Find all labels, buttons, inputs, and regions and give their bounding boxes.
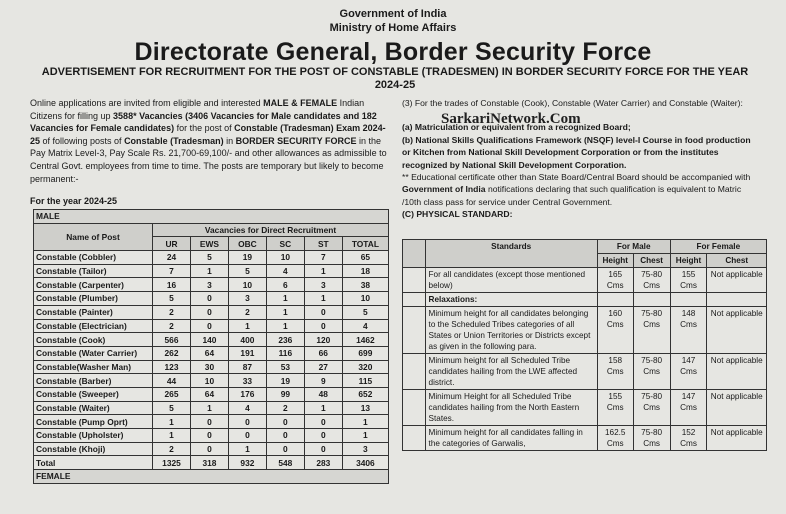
vacancy-cell: 33 — [228, 374, 266, 388]
vacancy-cell: 3 — [228, 292, 266, 306]
col-header: Chest — [633, 254, 670, 268]
vacancy-cell: 265 — [153, 387, 191, 401]
intro-bold: BORDER SECURITY FORCE — [235, 135, 357, 146]
vacancy-cell: 0 — [266, 442, 304, 456]
vacancy-cell: 1 — [266, 305, 304, 319]
physical-rows — [403, 268, 767, 451]
trade-note: (3) For the trades of Constable (Cook), Constable (Water Carrier) and Constable (Waiter): — [402, 98, 743, 108]
vacancy-cell: 24 — [153, 251, 191, 265]
vacancy-cell: 2 — [266, 401, 304, 415]
total-cell: 932 — [228, 456, 266, 470]
vacancy-cell: 0 — [304, 319, 342, 333]
advertisement-subtitle: ADVERTISEMENT FOR RECRUITMENT FOR THE POST OF CONSTABLE (TRADESMEN) IN BORDER SECURITY FORCE FOR THE YEAR 2024-25 — [41, 66, 749, 91]
standard-value-cell — [670, 293, 707, 307]
standard-value-cell: Not applicable — [707, 268, 767, 293]
section-label: FEMALE — [34, 470, 389, 484]
post-name-cell: Constable (Pump Oprt) — [34, 415, 153, 429]
standard-value-cell: 147 Cms — [670, 354, 707, 390]
post-name-cell: Constable(Washer Man) — [34, 360, 153, 374]
vacancy-cell: 120 — [304, 333, 342, 347]
vacancy-cell: 5 — [153, 292, 191, 306]
table-row — [34, 292, 389, 306]
vacancy-cell: 1 — [153, 429, 191, 443]
standard-value-cell: 158 Cms — [597, 354, 633, 390]
blank-cell — [403, 268, 426, 293]
vacancy-cell: 16 — [153, 278, 191, 292]
post-name-cell: Constable (Cook) — [34, 333, 153, 347]
table-row — [403, 268, 767, 293]
col-header: UR — [153, 237, 191, 251]
intro-text: in — [223, 135, 236, 146]
col-header: ST — [304, 237, 342, 251]
blank-cell — [403, 293, 426, 307]
blank-cell — [403, 390, 426, 426]
col-header: SC — [266, 237, 304, 251]
vacancy-cell: 3 — [190, 278, 228, 292]
vacancy-cell: 0 — [190, 442, 228, 456]
vacancy-cell: 66 — [304, 346, 342, 360]
standard-value-cell — [707, 293, 767, 307]
vacancy-cell: 1 — [190, 264, 228, 278]
table-row — [34, 346, 389, 360]
vacancy-cell: 53 — [266, 360, 304, 374]
vacancy-cell: 1462 — [342, 333, 388, 347]
vacancy-cell: 10 — [266, 251, 304, 265]
vacancy-cell: 99 — [266, 387, 304, 401]
vacancy-cell: 7 — [304, 251, 342, 265]
table-row — [34, 360, 389, 374]
standard-value-cell: 155 Cms — [670, 268, 707, 293]
watermark-text: SarkariNetwork.Com — [441, 111, 581, 127]
vacancy-cell: 0 — [304, 305, 342, 319]
vacancy-cell: 236 — [266, 333, 304, 347]
vacancy-cell: 3 — [342, 442, 388, 456]
vacancy-cell: 1 — [304, 264, 342, 278]
blank-cell — [403, 354, 426, 390]
standard-value-cell — [633, 293, 670, 307]
blank-cell — [403, 240, 426, 268]
table-row — [34, 374, 389, 388]
standard-value-cell: 160 Cms — [597, 307, 633, 354]
header-row — [34, 223, 389, 237]
col-header: OBC — [228, 237, 266, 251]
intro-paragraph — [30, 97, 390, 185]
section-row-female — [34, 470, 389, 484]
table-row — [34, 278, 389, 292]
vacancy-cell: 0 — [228, 415, 266, 429]
qualification-a: (a) Matriculation or equivalent from a recognized Board; — [402, 122, 631, 133]
vacancy-cell: 0 — [190, 429, 228, 443]
section-label: MALE — [34, 210, 389, 224]
table-row — [34, 429, 389, 443]
vacancy-cell: 1 — [266, 292, 304, 306]
vacancy-cell: 0 — [304, 429, 342, 443]
vacancy-cell: 64 — [190, 387, 228, 401]
standard-value-cell: 152 Cms — [670, 426, 707, 451]
vacancy-cell: 64 — [190, 346, 228, 360]
intro-bold: MALE & FEMALE — [263, 98, 338, 108]
vacancy-cell: 4 — [228, 401, 266, 415]
col-header-post: Name of Post — [34, 223, 153, 250]
post-name-cell: Constable (Electrician) — [34, 319, 153, 333]
vacancy-cell: 2 — [228, 305, 266, 319]
ministry-heading: Ministry of Home Affairs — [329, 22, 457, 34]
standard-text-cell: Minimum height for all Scheduled Tribe candidates hailing from the LWE affected district. — [425, 354, 597, 390]
vacancy-cell: 87 — [228, 360, 266, 374]
post-name-cell: Constable (Cobbler) — [34, 251, 153, 265]
vacancy-cell: 1 — [304, 292, 342, 306]
table-row — [34, 264, 389, 278]
vacancy-cell: 38 — [342, 278, 388, 292]
standard-value-cell: 155 Cms — [597, 390, 633, 426]
vacancy-cell: 191 — [228, 346, 266, 360]
total-cell: 1325 — [153, 456, 191, 470]
total-cell: 548 — [266, 456, 304, 470]
intro-text: of following posts of — [40, 135, 125, 146]
blank-cell — [403, 426, 426, 451]
standard-value-cell: 147 Cms — [670, 390, 707, 426]
standard-text-cell: Minimum height for all candidates falling in the categories of Garwalis, — [425, 426, 597, 451]
total-row — [34, 456, 389, 470]
col-header-male: For Male — [597, 240, 670, 254]
post-name-cell: Constable (Tailor) — [34, 264, 153, 278]
physical-standard-table — [402, 239, 767, 451]
vacancy-rows — [34, 251, 389, 456]
vacancy-cell: 699 — [342, 346, 388, 360]
vacancy-cell: 0 — [190, 305, 228, 319]
standard-value-cell: 148 Cms — [670, 307, 707, 354]
col-header: Height — [597, 254, 633, 268]
post-name-cell: Constable (Water Carrier) — [34, 346, 153, 360]
vacancy-cell: 30 — [190, 360, 228, 374]
vacancy-cell: 5 — [153, 401, 191, 415]
post-name-cell: Constable (Sweeper) — [34, 387, 153, 401]
vacancy-cell: 400 — [228, 333, 266, 347]
vacancy-cell: 48 — [304, 387, 342, 401]
header-row — [403, 240, 767, 254]
standard-value-cell: 75-80 Cms — [633, 390, 670, 426]
standard-text-cell: Minimum Height for all Scheduled Tribe candidates hailing from the North Eastern States. — [425, 390, 597, 426]
vacancy-cell: 5 — [190, 251, 228, 265]
vacancy-cell: 176 — [228, 387, 266, 401]
total-cell: 283 — [304, 456, 342, 470]
intro-text: in the Pay Matrix Level-3, Pay Scale Rs. 21,700-69,100/- and other allowances as admissible to Central Govt. employees from time to time. The posts are temporary but likely to become permanent:- — [30, 135, 387, 184]
vacancy-cell: 27 — [304, 360, 342, 374]
vacancy-cell: 7 — [153, 264, 191, 278]
vacancy-cell: 65 — [342, 251, 388, 265]
standard-value-cell: 162.5 Cms — [597, 426, 633, 451]
vacancy-cell: 1 — [228, 442, 266, 456]
standard-value-cell: Not applicable — [707, 426, 767, 451]
col-header-female: For Female — [670, 240, 766, 254]
post-name-cell: Constable (Waiter) — [34, 401, 153, 415]
table-row — [403, 426, 767, 451]
table-row — [403, 354, 767, 390]
vacancy-cell: 5 — [342, 305, 388, 319]
standard-value-cell: 75-80 Cms — [633, 268, 670, 293]
vacancy-cell: 10 — [190, 374, 228, 388]
post-name-cell: Constable (Upholster) — [34, 429, 153, 443]
vacancy-cell: 5 — [228, 264, 266, 278]
col-header: EWS — [190, 237, 228, 251]
vacancy-cell: 19 — [266, 374, 304, 388]
vacancy-cell: 0 — [190, 319, 228, 333]
physical-standard-heading: (C) PHYSICAL STANDARD: — [402, 209, 513, 220]
vacancy-cell: 0 — [190, 292, 228, 306]
vacancy-cell: 0 — [228, 429, 266, 443]
table-row — [403, 307, 767, 354]
note-text: ** Educational certificate other than State Board/Central Board should be accompanied with — [402, 172, 751, 183]
vacancy-cell: 0 — [190, 415, 228, 429]
vacancy-table — [33, 209, 389, 484]
vacancy-cell: 140 — [190, 333, 228, 347]
intro-text: Indian Citizens for filling up — [30, 98, 365, 121]
vacancy-cell: 115 — [342, 374, 388, 388]
vacancy-cell: 123 — [153, 360, 191, 374]
vacancy-cell: 320 — [342, 360, 388, 374]
government-heading: Government of India — [339, 8, 447, 20]
blank-cell — [403, 307, 426, 354]
post-name-cell: Constable (Painter) — [34, 305, 153, 319]
vacancy-cell: 10 — [228, 278, 266, 292]
vacancy-cell: 1 — [342, 429, 388, 443]
vacancy-cell: 19 — [228, 251, 266, 265]
intro-text: Online applications are invited from eligible and interested — [30, 98, 264, 108]
standard-value-cell: 75-80 Cms — [633, 426, 670, 451]
vacancy-cell: 1 — [304, 401, 342, 415]
standard-text-cell: Relaxations: — [425, 293, 597, 307]
post-name-cell: Constable (Carpenter) — [34, 278, 153, 292]
vacancy-cell: 6 — [266, 278, 304, 292]
vacancy-cell: 1 — [266, 319, 304, 333]
vacancy-cell: 0 — [304, 442, 342, 456]
total-cell: 3406 — [342, 456, 388, 470]
col-header-group: Vacancies for Direct Recruitment — [153, 223, 389, 237]
post-name-cell: Constable (Plumber) — [34, 292, 153, 306]
standard-value-cell: 75-80 Cms — [633, 354, 670, 390]
vacancy-cell: 116 — [266, 346, 304, 360]
col-header-standards: Standards — [425, 240, 597, 268]
for-year-label: For the year 2024-25 — [30, 196, 118, 206]
post-name-cell: Constable (Barber) — [34, 374, 153, 388]
table-row — [34, 401, 389, 415]
standard-value-cell: 165 Cms — [597, 268, 633, 293]
standard-value-cell: Not applicable — [707, 354, 767, 390]
note-text: notifications declaring that such qualification is equivalent to Matric /10th class pass for service under Central Government. — [402, 184, 742, 207]
table-row — [403, 390, 767, 426]
vacancy-cell: 1 — [228, 319, 266, 333]
note-bold: Government of India — [402, 184, 486, 195]
intro-bold: Constable (Tradesman) Exam 2024-25 — [30, 123, 386, 146]
vacancy-cell: 2 — [153, 319, 191, 333]
vacancy-cell: 18 — [342, 264, 388, 278]
vacancy-cell: 0 — [266, 429, 304, 443]
intro-bold: Constable (Tradesman) — [124, 135, 224, 146]
vacancy-cell: 566 — [153, 333, 191, 347]
qualification-b: (b) National Skills Qualifications Framework (NSQF) level-I Course in food production or Kitchen from National Skill Development Corporation or from the institutes recognized by National Skill Development Corporation. — [402, 134, 751, 170]
vacancy-cell: 9 — [304, 374, 342, 388]
certificate-note — [402, 171, 760, 208]
vacancy-cell: 3 — [304, 278, 342, 292]
section-row-male — [34, 210, 389, 224]
vacancy-cell: 2 — [153, 305, 191, 319]
vacancy-cell: 0 — [304, 415, 342, 429]
table-row — [403, 293, 767, 307]
col-header: Chest — [707, 254, 767, 268]
vacancy-cell: 262 — [153, 346, 191, 360]
standard-text-cell: Minimum height for all candidates belonging to the Scheduled Tribes categories of all States or Union Territories or Districts except as given in the following para. — [425, 307, 597, 354]
col-header: TOTAL — [342, 237, 388, 251]
standard-value-cell — [597, 293, 633, 307]
table-row — [34, 319, 389, 333]
intro-text: for the post of — [174, 123, 235, 134]
table-row — [34, 387, 389, 401]
page-title: Directorate General, Border Security Force — [134, 38, 652, 66]
total-label: Total — [34, 456, 153, 470]
intro-bold: 3588* Vacancies (3406 Vacancies for Male candidates and 182 Vacancies for Female candidates) — [30, 110, 377, 134]
standard-value-cell: Not applicable — [707, 307, 767, 354]
table-row — [34, 442, 389, 456]
total-cell: 318 — [190, 456, 228, 470]
col-header: Height — [670, 254, 707, 268]
post-name-cell: Constable (Khoji) — [34, 442, 153, 456]
vacancy-cell: 4 — [342, 319, 388, 333]
vacancy-cell: 1 — [153, 415, 191, 429]
vacancy-cell: 1 — [342, 415, 388, 429]
table-row — [34, 415, 389, 429]
vacancy-cell: 652 — [342, 387, 388, 401]
vacancy-cell: 1 — [190, 401, 228, 415]
vacancy-cell: 4 — [266, 264, 304, 278]
vacancy-cell: 0 — [266, 415, 304, 429]
table-row — [34, 251, 389, 265]
table-row — [34, 305, 389, 319]
vacancy-cell: 2 — [153, 442, 191, 456]
vacancy-cell: 13 — [342, 401, 388, 415]
vacancy-cell: 44 — [153, 374, 191, 388]
table-row — [34, 333, 389, 347]
standard-value-cell: 75-80 Cms — [633, 307, 670, 354]
vacancy-cell: 10 — [342, 292, 388, 306]
standard-text-cell: For all candidates (except those mentioned below) — [425, 268, 597, 293]
standard-value-cell: Not applicable — [707, 390, 767, 426]
